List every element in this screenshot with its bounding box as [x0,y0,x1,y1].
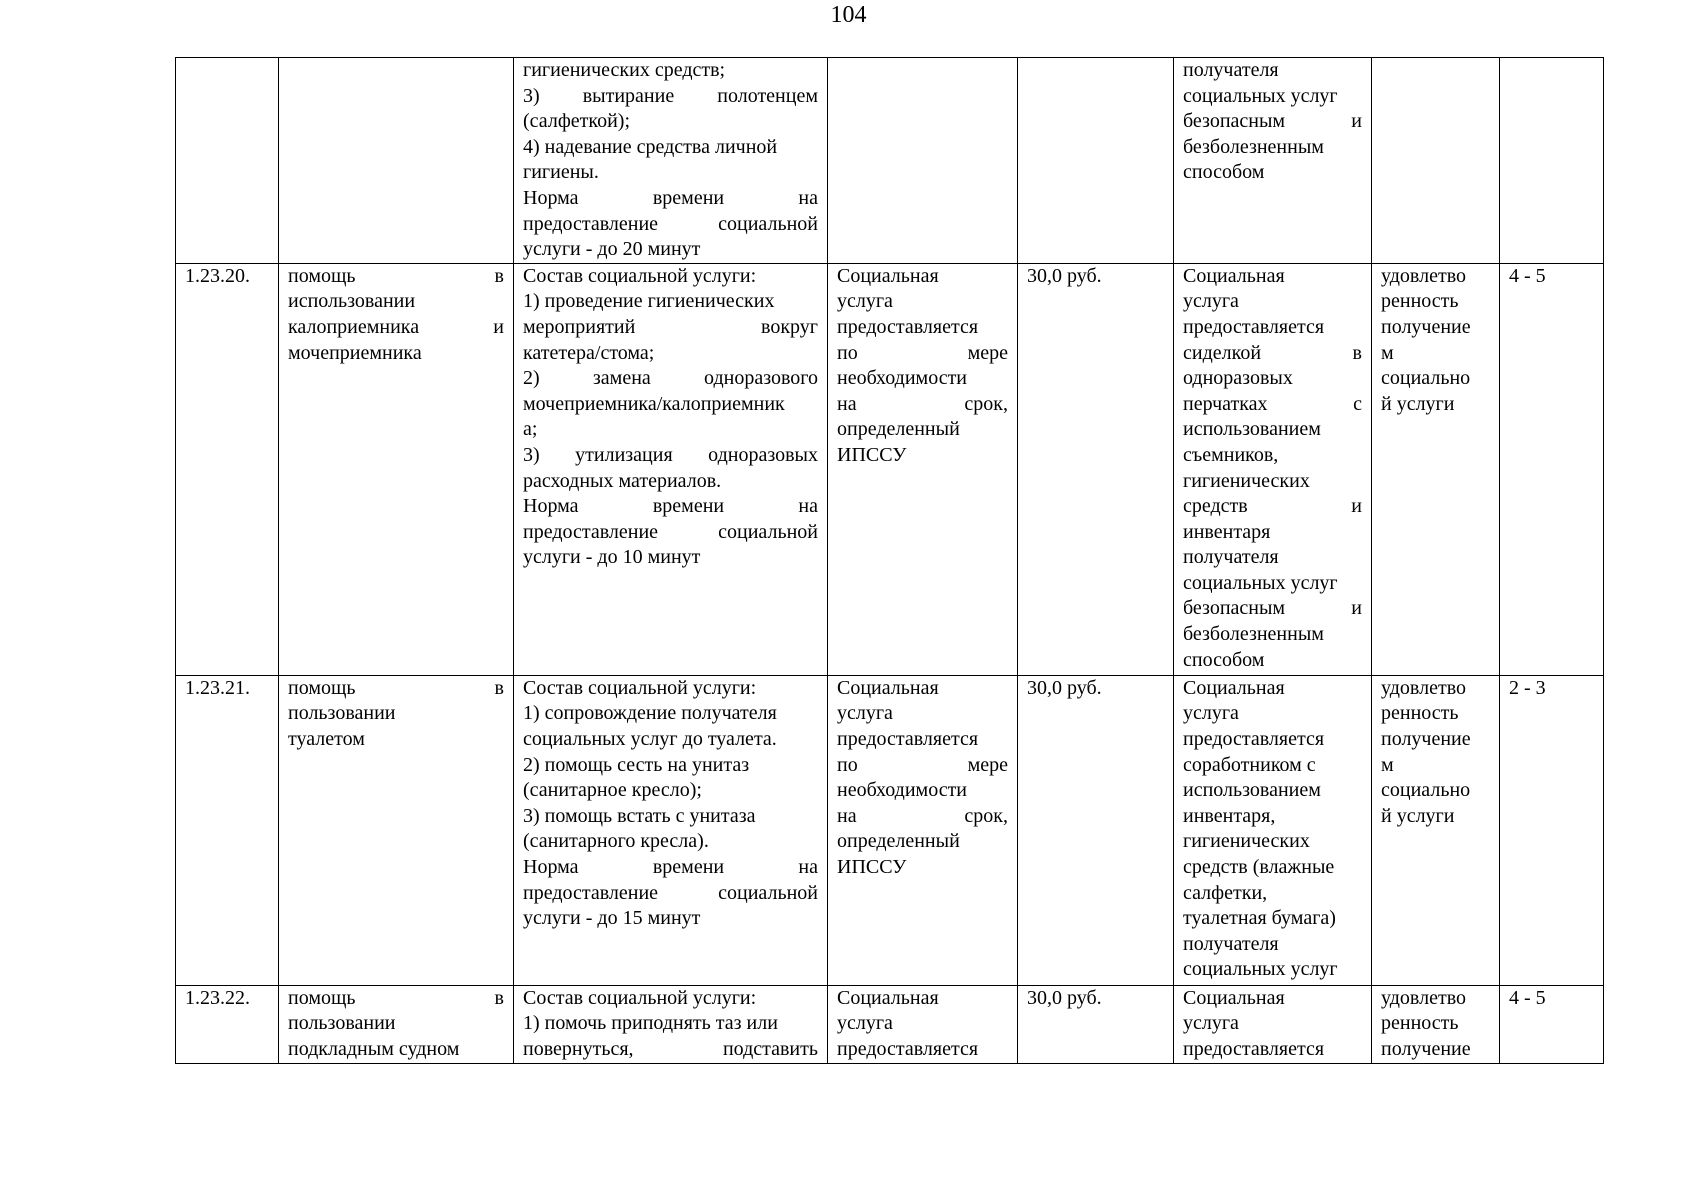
cell-line: ренность [1381,1012,1459,1035]
cell-line: способом [1183,161,1265,184]
cell-line: 3) вытирание полотенцем [523,84,818,107]
cell-line: соработником с [1183,753,1316,776]
cell-line: помощь в [288,676,504,699]
service-terms-cell [828,985,1018,1063]
service-conditions-cell [1174,58,1372,264]
cell-line: использованием [1183,418,1321,441]
cell-line: Социальная [837,264,939,287]
cell-line: 2) помощь сесть на унитаз [523,753,750,776]
cell-line: на срок, [837,392,1008,415]
cell-line: Социальная [1183,264,1285,287]
service-name-cell [279,675,514,985]
cell-line: получение [1381,315,1471,338]
cell-line: средств и [1183,495,1362,518]
cell-line: а; [523,418,538,441]
cell-line: услуги - до 10 минут [523,546,701,569]
cell-line: гигиены. [523,161,599,184]
service-score-cell: 2 - 3 [1500,675,1604,985]
cell-line: ренность [1381,290,1459,313]
cell-line: безопасным и [1183,597,1362,620]
service-indicators-cell [1372,58,1500,264]
cell-line: расходных материалов. [523,469,722,492]
cell-line: гигиенических [1183,830,1310,853]
service-conditions-cell [1174,985,1372,1063]
service-name-cell [279,985,514,1063]
cell-line: пользовании [288,702,396,725]
cell-line: услуги - до 20 минут [523,238,701,261]
cell-line: услуга [837,702,893,725]
service-score-cell [1500,58,1604,264]
cell-line: удовлетво [1381,676,1466,699]
cell-line: 1) сопровождение получателя [523,702,777,725]
cell-line: й услуги [1381,804,1455,827]
cell-line: одноразовых [1183,367,1293,390]
cell-line: предоставляется [837,727,979,750]
cell-line: получателя [1183,59,1279,81]
cell-line: м [1381,753,1394,776]
cell-line: услуга [1183,1012,1239,1035]
cell-line: услуга [837,1012,893,1035]
cell-line: Социальная [1183,676,1285,699]
cell-line: определенный [837,830,960,853]
cell-line: социально [1381,779,1471,802]
cell-line: перчатках с [1183,392,1362,415]
cell-line: Социальная [837,676,939,699]
service-score-cell: 4 - 5 [1500,985,1604,1063]
cell-line: 3) помощь встать с унитаза [523,804,756,827]
service-number-cell [176,58,279,264]
service-conditions-cell [1174,263,1372,675]
cell-line: услуга [1183,290,1239,313]
service-price-cell: 30,0 руб. [1018,263,1174,675]
cell-line: получателя [1183,546,1279,569]
cell-line: съемников, [1183,443,1279,466]
cell-line: мероприятий вокруг [523,315,818,338]
cell-line: предоставляется [1183,727,1325,750]
cell-line: безопасным и [1183,110,1362,133]
cell-line: получение [1381,1037,1471,1060]
cell-line: необходимости [837,779,968,802]
table-row [176,263,1604,675]
cell-line: удовлетво [1381,986,1466,1009]
service-price-cell: 30,0 руб. [1018,675,1174,985]
cell-line: предоставляется [837,315,979,338]
cell-line: удовлетво [1381,264,1466,287]
cell-line: средств (влажные [1183,855,1335,878]
services-table [175,57,1604,1064]
cell-line: ИПССУ [837,443,907,466]
cell-line: (санитарного кресла). [523,830,709,853]
cell-line: использованием [1183,779,1321,802]
cell-line: салфетки, [1183,881,1268,904]
service-indicators-cell [1372,985,1500,1063]
cell-line: Норма времени на [523,495,818,518]
cell-line: социально [1381,367,1471,390]
cell-line: социальных услуг [1183,958,1338,981]
cell-line: получателя [1183,932,1279,955]
cell-line: катетера/стома; [523,341,655,364]
cell-line: предоставление социальной [523,212,818,235]
cell-line: предоставляется [1183,315,1325,338]
service-score-cell: 4 - 5 [1500,263,1604,675]
service-composition-cell [514,58,828,264]
cell-line: гигиенических [1183,469,1310,492]
service-name-cell [279,58,514,264]
cell-line: туалетом [288,727,365,750]
cell-line: предоставляется [837,1037,979,1060]
table-body [176,58,1604,1064]
service-number-cell: 1.23.22. [176,985,279,1063]
cell-line: сиделкой в [1183,341,1362,364]
cell-line: Норма времени на [523,855,818,878]
cell-line: подкладным судном [288,1037,460,1060]
service-price-cell: 30,0 руб. [1018,985,1174,1063]
cell-line: й услуги [1381,392,1455,415]
cell-line: по мере [837,341,1008,364]
cell-line: Норма времени на [523,186,818,209]
cell-line: социальных услуг [1183,571,1338,594]
cell-line: Состав социальной услуги: [523,676,757,699]
cell-line: м [1381,341,1394,364]
cell-line: предоставление социальной [523,520,818,543]
cell-line: Состав социальной услуги: [523,986,757,1009]
cell-line: гигиенических средств; [523,59,726,81]
cell-line: безболезненным [1183,623,1324,646]
cell-line: получение [1381,727,1471,750]
cell-line: 3) утилизация одноразовых [523,443,818,466]
cell-line: помощь в [288,986,504,1009]
cell-line: по мере [837,753,1008,776]
cell-line: на срок, [837,804,1008,827]
service-composition-cell [514,675,828,985]
service-terms-cell [828,675,1018,985]
service-composition-cell [514,263,828,675]
cell-line: использовании [288,290,416,313]
service-name-cell [279,263,514,675]
cell-line: ренность [1381,702,1459,725]
cell-line: услуга [1183,702,1239,725]
table-row [176,675,1604,985]
service-number-cell: 1.23.21. [176,675,279,985]
cell-line: безболезненным [1183,135,1324,158]
cell-line: 1) помочь приподнять таз или [523,1012,778,1035]
cell-line: (салфеткой); [523,110,631,133]
cell-line: 2) замена одноразового [523,367,818,390]
cell-line: Социальная [837,986,939,1009]
table-row [176,985,1604,1063]
cell-line: повернуться, подставить [523,1037,818,1060]
cell-line: способом [1183,648,1265,671]
cell-line: ИПССУ [837,855,907,878]
cell-line: 1) проведение гигиенических [523,290,775,313]
cell-line: предоставление социальной [523,881,818,904]
service-terms-cell [828,263,1018,675]
cell-line: инвентаря [1183,520,1271,543]
cell-line: пользовании [288,1012,396,1035]
cell-line: помощь в [288,264,504,287]
cell-line: калоприемника и [288,315,504,338]
cell-line: мочеприемника/калоприемник [523,392,785,415]
cell-line: инвентаря, [1183,804,1276,827]
service-indicators-cell [1372,675,1500,985]
service-indicators-cell [1372,263,1500,675]
cell-line: Социальная [1183,986,1285,1009]
cell-line: мочеприемника [288,341,422,364]
service-price-cell [1018,58,1174,264]
cell-line: Состав социальной услуги: [523,264,757,287]
cell-line: социальных услуг [1183,84,1338,107]
service-number-cell: 1.23.20. [176,263,279,675]
cell-line: предоставляется [1183,1037,1325,1060]
service-terms-cell [828,58,1018,264]
page-number: 104 [830,2,867,28]
cell-line: услуги - до 15 минут [523,907,701,930]
cell-line: (санитарное кресло); [523,779,702,802]
cell-line: услуга [837,290,893,313]
service-conditions-cell [1174,675,1372,985]
cell-line: социальных услуг до туалета. [523,727,777,750]
cell-line: необходимости [837,367,968,390]
service-composition-cell [514,985,828,1063]
cell-line: туалетная бумага) [1183,907,1336,930]
table-row [176,58,1604,264]
cell-line: определенный [837,418,960,441]
cell-line: 4) надевание средства личной [523,135,778,158]
